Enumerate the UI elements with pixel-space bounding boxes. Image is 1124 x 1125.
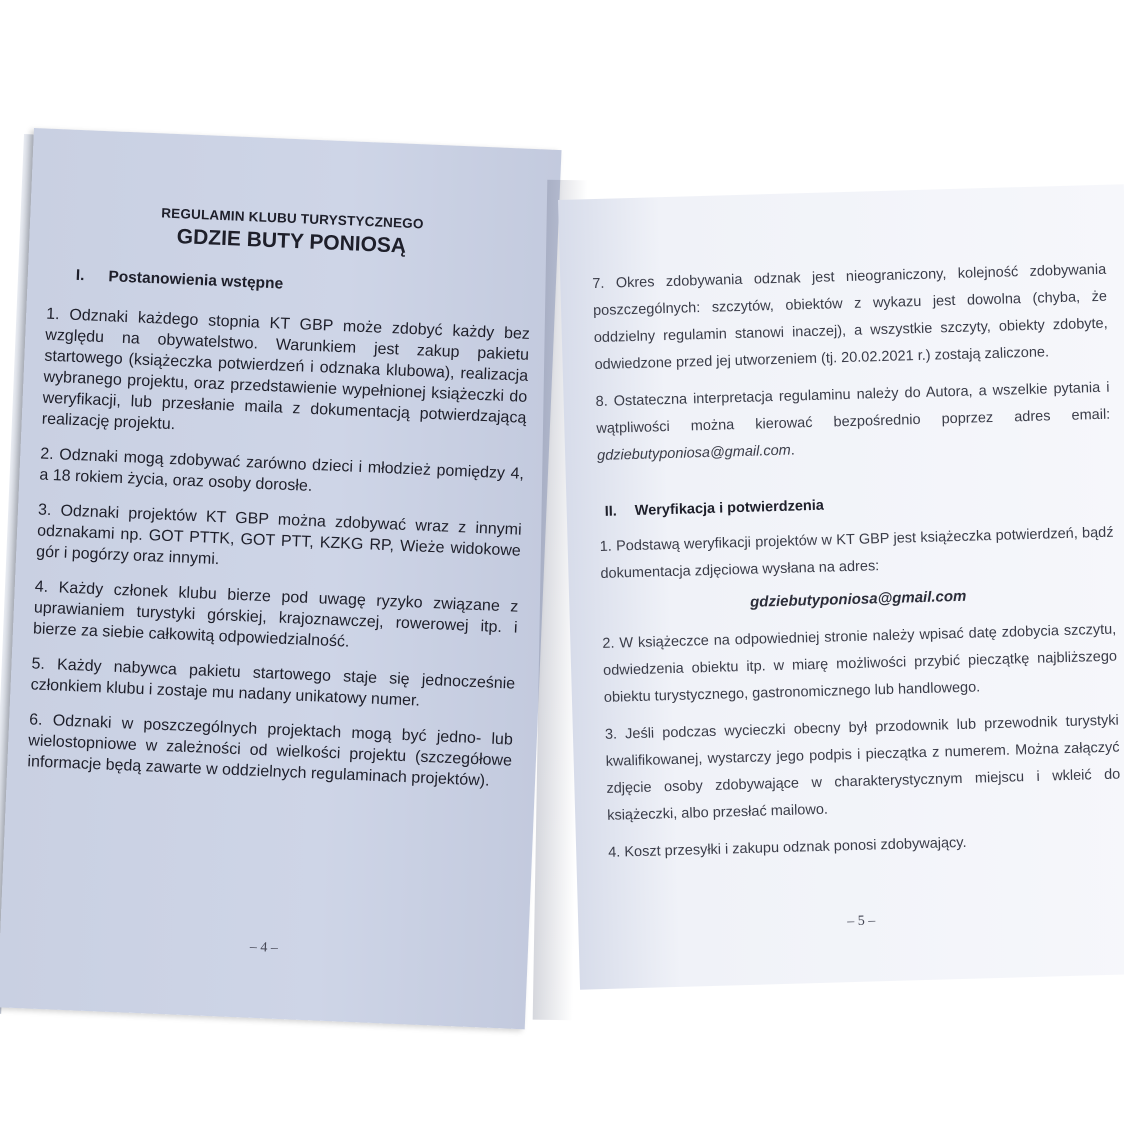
section-number: I. <box>75 266 85 285</box>
paragraph-5: 5. Każdy nabywca pakietu startowego staje się jednocześnie członkiem klubu i zostaje mu nadany unikatowy numer. <box>30 655 516 710</box>
section-heading-1 <box>75 267 531 304</box>
section-title: Weryfikacja i potwierdzenia <box>634 497 825 519</box>
page-number-right: – 5 – <box>847 913 876 930</box>
paragraph-2: 2. Odznaki mogą zdobywać zarówno dzieci i młodzież pomiędzy 4, a 18 rokiem życia, oraz osoby dorosłe. <box>39 445 525 495</box>
paragraph-3: 3. Odznaki projektów KT GBP można zdobywać wraz z innymi odznakami np. GOT PTTK, GOT PTT, KZKG RP, Wieże widokowe gór i pogórzy oraz innymi. <box>35 501 522 569</box>
document-title: GDZIE BUTY PONIOSĄ <box>176 225 407 258</box>
paragraph-1: 1. Odznaki każdego stopnia KT GBP może zdobyć każdy bez względu na obywatelstwo. Warunkiem jest zakup pakietu startowego (książeczka potwierdzeń i odznaka klubowa), realizacja wybranego projektu, oraz przedstawienie wypełnionej książeczki do weryfikacji, lub przesłanie maila z dokumentacją potwierdzającą realizację projektu. <box>41 305 531 434</box>
document-supertitle: REGULAMIN KLUBU TURYSTYCZNEGO <box>160 205 424 232</box>
left-page <box>0 128 562 1029</box>
paragraph-7: 7. Okres zdobywania odznak jest nieograniczony, kolejność zdobywania poszczególnych: szczytów, obiektów z wykazu jest dowolna (chyba, że oddzielny regulamin stanowi inaczej), a wszystkie szczyty, obiekty zdobyte, odwiedzone przed jej utworzeniem (tj. 20.02.2021 r.) zostają zaliczone. <box>592 261 1108 374</box>
section-title: Postanowienia wstępne <box>108 268 284 293</box>
paragraph-8 <box>595 375 1111 470</box>
right-page <box>558 184 1124 989</box>
paragraph-6: 6. Odznaki w poszczególnych projektach mogą być jedno- lub wielostopniowe w zależności od wielkości projektu (szczegółowe informacje będą zawarte w oddzielnych regulaminach projektów). <box>27 711 514 790</box>
section-heading-2 <box>605 490 1113 520</box>
paragraph-8-email: gdziebutyponiosa@gmail.com <box>596 442 791 465</box>
paragraph-v4: 4. Koszt przesyłki i zakupu odznak ponosi zdobywający. <box>608 834 967 861</box>
paragraph-v2: 2. W książeczce na odpowiedniej stronie należy wpisać datę zdobycia szczytu, odwiedzenia obiektu itp. w miarę możliwości przybić pieczątkę najbliższego obiektu turystycznego, gastronomicznego lub handlowego. <box>602 621 1118 706</box>
page-number-left: – 4 – <box>249 939 279 956</box>
paragraph-8-text: 8. Ostateczna interpretacja regulaminu należy do Autora, a wszelkie pytania i wątpliwości można kierować bezpośrednio poprzez adres email: <box>595 379 1111 438</box>
verification-email: gdziebutyponiosa@gmail.com <box>749 587 967 611</box>
paragraph-4: 4. Każdy członek klubu bierze pod uwagę ryzyko związane z uprawianiem turystyki górskiej, krajoznawczej, rowerowej itp. i bierze za siebie całkowitą odpowiedzialność. <box>32 578 519 651</box>
paragraph-v3: 3. Jeśli podczas wycieczki obecny był przodownik lub przewodnik turystyki kwalifikowanej, wystarczy jego podpis i pieczątka z numerem. Można załączyć zdjęcie osoby zdobywające w charakterystycznym miejscu i wkleić do książeczki, albo przesłać mailowo. <box>604 712 1121 824</box>
section-number: II. <box>604 503 618 520</box>
paragraph-v1: 1. Podstawą weryfikacji projektów w KT GBP jest książeczka potwierdzeń, bądź dokumentacja zdjęciowa wysłana na adres: <box>599 524 1114 582</box>
paragraph-8-end: . <box>790 442 795 459</box>
